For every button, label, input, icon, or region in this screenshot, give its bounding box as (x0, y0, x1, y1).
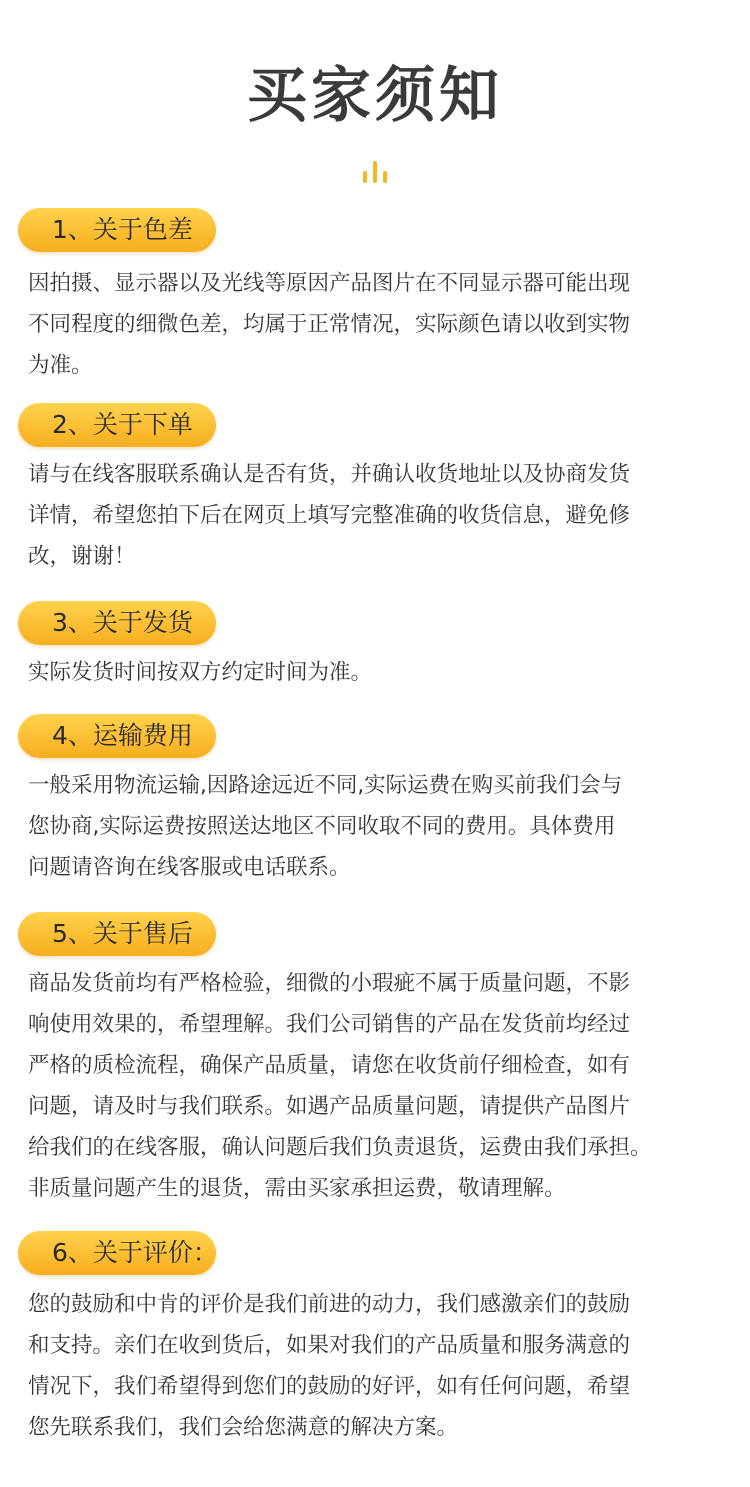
body-line: 改，谢谢！ (28, 544, 136, 569)
body-line: 不同程度的细微色差，均属于正常情况，实际颜色请以收到实物 (28, 312, 631, 337)
body-line: 非质量问题产生的退货，需由买家承担运费，敬请理解。 (28, 1176, 566, 1201)
section-heading-badge (18, 208, 216, 252)
body-line: 详情，希望您拍下后在网页上填写完整准确的收货信息，避免修 (28, 503, 631, 528)
body-line: 您协商,实际运费按照送达地区不同收取不同的费用。具体费用 (28, 814, 616, 839)
body-line: 为准。 (28, 353, 93, 378)
body-line: 严格的质检流程，确保产品质量，请您在收货前仔细检查，如有 (28, 1053, 631, 1078)
body-line: 问题请咨询在线客服或电话联系。 (28, 855, 351, 880)
page-title: 买家须知 (247, 61, 503, 131)
body-line: 实际发货时间按双方约定时间为准。 (28, 660, 373, 685)
body-line: 您的鼓励和中肯的评价是我们前进的动力，我们感激亲们的鼓励 (28, 1292, 631, 1317)
body-line: 商品发货前均有严格检验，细微的小瑕疵不属于质量问题，不影 (28, 971, 631, 996)
section-heading: 2、关于下单 (52, 410, 193, 439)
section-heading: 6、关于评价： (52, 1238, 218, 1267)
body-line: 因拍摄、显示器以及光线等原因产品图片在不同显示器可能出现 (28, 271, 631, 296)
body-line: 给我们的在线客服，确认问题后我们负责退货，运费由我们承担。 (28, 1135, 652, 1160)
body-line: 和支持。亲们在收到货后，如果对我们的产品质量和服务满意的 (28, 1333, 631, 1358)
section-heading-badge (18, 714, 216, 758)
section-heading-badge (18, 912, 216, 956)
section-heading: 1、关于色差 (52, 215, 193, 244)
section-heading-badge (18, 403, 216, 447)
section-heading-badge (18, 1231, 216, 1275)
section-heading: 4、运输费用 (52, 721, 193, 750)
section-heading-badge (18, 601, 216, 645)
body-line: 您先联系我们，我们会给您满意的解决方案。 (28, 1415, 459, 1440)
section-heading: 5、关于售后 (52, 919, 193, 948)
body-line: 一般采用物流运输,因路途远近不同,实际运费在购买前我们会与 (28, 773, 623, 798)
body-line: 情况下，我们希望得到您们的鼓励的好评，如有任何问题，希望 (28, 1374, 631, 1399)
body-line: 响使用效果的，希望理解。我们公司销售的产品在发货前均经过 (28, 1012, 631, 1037)
section-heading: 3、关于发货 (52, 608, 193, 637)
title-ornament-icon (361, 161, 389, 183)
body-line: 问题，请及时与我们联系。如遇产品质量问题，请提供产品图片 (28, 1094, 631, 1119)
body-line: 请与在线客服联系确认是否有货，并确认收货地址以及协商发货 (28, 462, 631, 487)
